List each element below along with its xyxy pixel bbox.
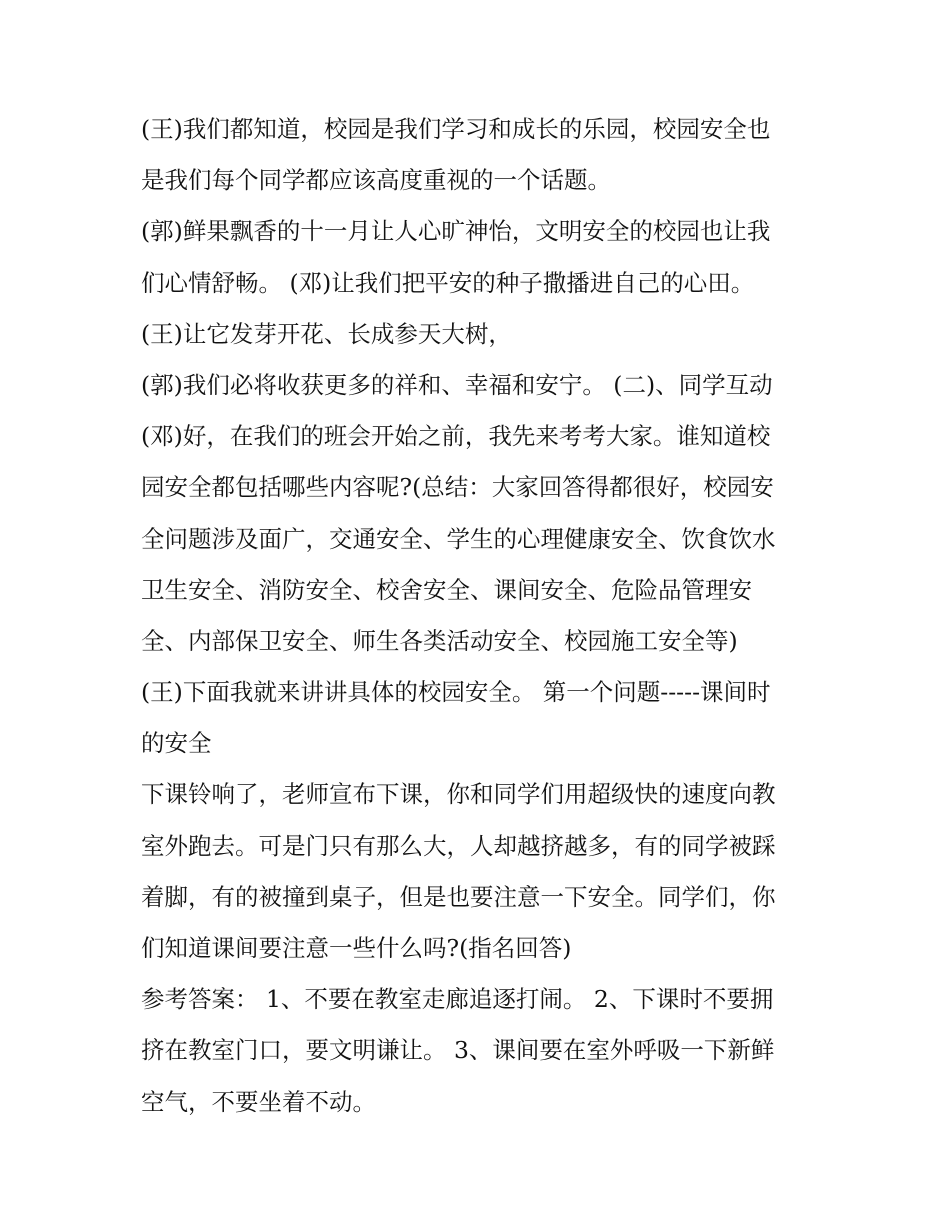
text-line: (王)我们都知道，校园是我们学习和成长的乐园，校园安全也 (141, 115, 771, 143)
text-line: 着脚，有的被撞到桌子，但是也要注意一下安全。同学们，你 (141, 882, 776, 911)
text-line: 是我们每个同学都应该高度重视的一个话题。 (141, 166, 611, 195)
text-line: 们知道课间要注意一些什么吗?(指名回答) (141, 934, 572, 962)
text-line: 下课铃响了，老师宣布下课，你和同学们用超级快的速度向教 (141, 780, 776, 809)
text-line: (王)让它发芽开花、长成参天大树， (141, 319, 512, 348)
text-line: 园安全都包括哪些内容呢?(总结：大家回答得都很好，校园安 (141, 473, 774, 502)
text-line: 空气，不要坐着不动。 (141, 1087, 376, 1116)
document-body (141, 104, 821, 1128)
text-line: 们心情舒畅。 (邓)让我们把平安的种子撒播进自己的心田。 (141, 268, 755, 297)
text-line: 卫生安全、消防安全、校舍安全、课间安全、危险品管理安 (141, 575, 752, 604)
text-line: 全、内部保卫安全、师生各类活动安全、校园施工安全等) (141, 626, 738, 655)
text-line: 参考答案： 1、不要在教室走廊追逐打闹。 2、下课时不要拥 (141, 985, 774, 1014)
text-line: (邓)好，在我们的班会开始之前，我先来考考大家。谁知道校 (141, 422, 771, 451)
text-line: 挤在教室门口，要文明谦让。 3、课间要在室外呼吸一下新鲜 (141, 1036, 775, 1065)
text-line: 的安全 (141, 729, 212, 758)
text-line: (郭)我们必将收获更多的祥和、幸福和安宁。 (二)、同学互动 (141, 370, 773, 399)
text-line: 全问题涉及面广，交通安全、学生的心理健康安全、饮食饮水 (141, 524, 776, 553)
text-line: 室外跑去。可是门只有那么大，人却越挤越多，有的同学被踩 (141, 831, 776, 860)
text-line: (郭)鲜果飘香的十一月让人心旷神怡，文明安全的校园也让我 (141, 217, 771, 246)
text-line: (王)下面我就来讲讲具体的校园安全。 第一个问题-----课间时 (141, 678, 771, 707)
